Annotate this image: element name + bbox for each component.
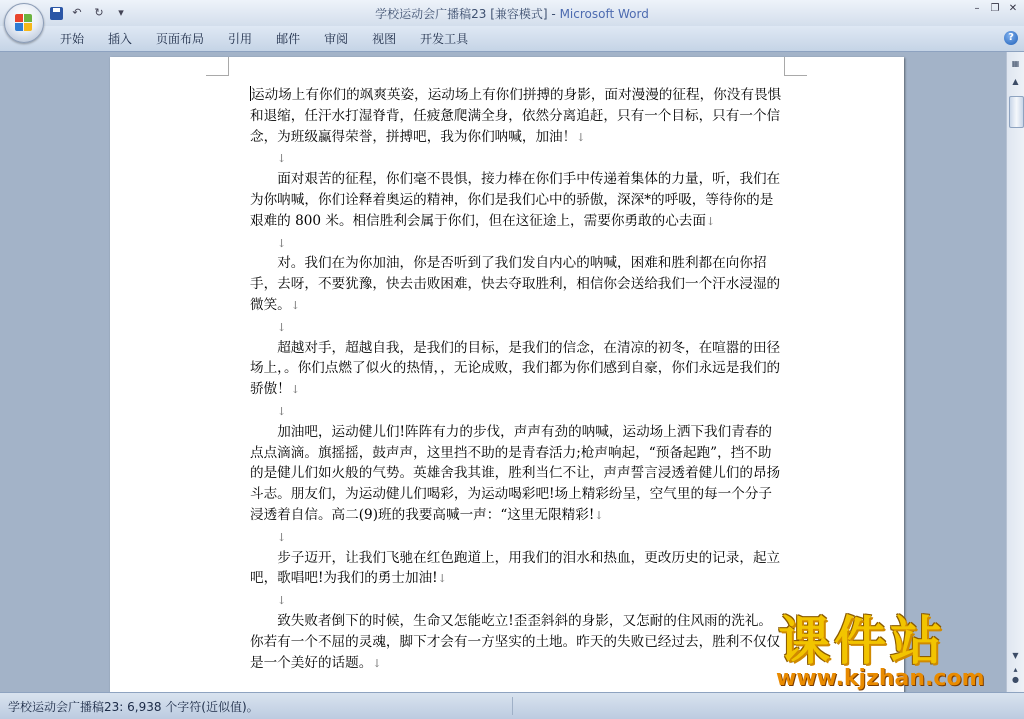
paragraph-mark-icon: ↓ [277,404,287,418]
ribbon-tabs-bar [0,26,1024,52]
empty-paragraph [250,590,785,611]
document-paragraph[interactable] [250,338,785,401]
ribbon-tab[interactable]: 开始 [60,32,85,46]
document-paragraph[interactable] [250,85,785,148]
watermark-logo: 课件站 [778,612,947,672]
undo-icon[interactable]: ↶ [72,6,82,19]
paragraph-text: 步子迈开，让我们飞驰在红色跑道上，用我们的泪水和热血，更改历史的记录，起立吧，歌唱吧!为我们的勇士加油! [250,549,781,587]
help-icon[interactable]: ? [1004,31,1018,45]
document-title: 学校运动会广播稿23 [兼容模式] [375,7,548,21]
ribbon-tab[interactable]: 页面布局 [156,32,205,46]
paragraph-mark-icon: ↓ [290,383,300,397]
empty-paragraph [250,527,785,548]
ribbon-tab[interactable]: 视图 [372,32,397,46]
empty-paragraph [250,317,785,338]
paragraph-mark-icon: ↓ [594,508,604,522]
paragraph-mark-icon: ↓ [576,130,586,144]
paragraph-text: 运动场上有你们的飒爽英姿，运动场上有你们拼搏的身影，面对漫漫的征程，你没有畏惧和退缩，任汗水打湿脊背，任疲惫爬满全身，依然分离追赶，只有一个目标，只有一个信念，为班级赢得荣誉，拼搏吧，我为你们呐喊，加油！ [250,87,782,145]
empty-paragraph [250,148,785,169]
paragraph-mark-icon: ↓ [290,298,300,312]
paragraph-text: 对。我们在为你加油，你是否听到了我们发自内心的呐喊，困难和胜利都在向你招手，去呀，不要犹豫，快去击败困难，快去夺取胜利，相信你会送给我们一个汗水浸湿的微笑。 [250,255,781,313]
status-divider [512,697,513,715]
watermark-url: www.kjzhan.com [776,666,985,691]
document-paragraph[interactable] [250,548,785,591]
document-paragraph[interactable] [250,422,785,527]
ribbon-tab[interactable]: 审阅 [324,32,349,46]
paragraph-text: 致失败者倒下的时候，生命又怎能屹立!歪歪斜斜的身影，又怎耐的住风雨的洗礼。你若有一个不屈的灵魂，脚下才会有一方坚实的土地。昨天的失败已经过去，胜利不仅仅是一个美好的话题。 [250,612,781,671]
previous-page-icon[interactable]: ▴ [1013,665,1018,674]
minimize-icon[interactable]: – [974,3,980,14]
ribbon-tab[interactable]: 插入 [108,32,133,46]
title-bar [0,0,1024,26]
window-controls [968,2,1022,16]
app-name: Microsoft Word [559,7,649,21]
restore-icon[interactable]: ❐ [990,3,1000,14]
ribbon-tabs [48,30,480,48]
document-paragraph[interactable] [250,169,785,232]
paragraph-text: 加油吧，运动健儿们!阵阵有力的步伐，声声有劲的呐喊，运动场上洒下我们青春的点点滴滴。旗摇摇，鼓声声，这里挡不助的是青春活力;枪声响起，“预备起跑”，挡不助的是健儿们如火般的气势。英雄舍我其谁，胜利当仁不让，声声誓言浸透着健儿们的昂扬斗志。朋友们，为运动健儿们喝彩，为运动喝彩吧!场上精彩纷呈，空气里的每一个分子浸透着自信。高二(9)班的我要高喊一声：“这里无限精彩! [250,423,781,523]
paragraph-mark-icon: ↓ [277,152,287,166]
document-page[interactable] [110,57,904,692]
paragraph-mark-icon: ↓ [277,594,287,608]
vertical-scrollbar[interactable] [1006,52,1024,692]
close-icon[interactable]: ✕ [1008,3,1018,14]
document-workspace [0,52,1006,692]
scroll-down-icon[interactable]: ▼ [1012,651,1019,660]
browse-object-icon[interactable]: ● [1012,675,1019,684]
status-bar [0,692,1024,719]
paragraph-text: 面对艰苦的征程，你们毫不畏惧，接力棒在你们手中传递着集体的力量，听，我们在为你呐喊，你们诠释着奥运的精神，你们是我们心中的骄傲，深深*的呼吸，等待你的是艰难的 800 米。相信胜利会属于你们，但在这征途上，需要你勇敢的心去面 [250,171,781,229]
margin-corner-top-right [784,57,807,76]
scroll-up-icon[interactable]: ▲ [1012,77,1019,86]
ribbon-tab[interactable]: 引用 [228,32,253,46]
customize-qat-icon[interactable]: ▾ [118,6,124,19]
paragraph-mark-icon: ↓ [277,236,287,250]
ribbon-tab[interactable]: 邮件 [276,32,301,46]
ruler-toggle-icon[interactable]: ▦ [1011,59,1020,68]
paragraph-text: 超越对手，超越自我，是我们的目标，是我们的信念，在清凉的初冬，在喧嚣的田径场上，。你们点燃了似火的热情，，无论成败，我们都为你们感到自豪，你们永远是我们的骄傲！ [250,339,781,398]
office-button[interactable] [4,3,44,43]
empty-paragraph [250,401,785,422]
empty-paragraph [250,233,785,254]
paragraph-mark-icon: ↓ [277,530,287,544]
margin-corner-top-left [206,57,229,76]
status-word-count[interactable]: 学校运动会广播稿23: 6,938 个字符(近似值)。 [8,700,259,714]
scroll-thumb[interactable] [1009,96,1024,128]
paragraph-mark-icon: ↓ [372,656,382,670]
document-paragraph[interactable] [250,611,785,674]
office-logo-icon [15,14,33,32]
ribbon-tab[interactable]: 开发工具 [420,32,469,46]
paragraph-mark-icon: ↓ [706,214,716,228]
paragraph-mark-icon: ↓ [277,320,287,334]
document-body[interactable] [250,85,785,674]
redo-icon[interactable]: ↻ [94,6,104,19]
paragraph-mark-icon: ↓ [437,572,447,586]
document-paragraph[interactable] [250,253,785,316]
window-title: 学校运动会广播稿23 [兼容模式] - Microsoft Word [375,7,649,21]
